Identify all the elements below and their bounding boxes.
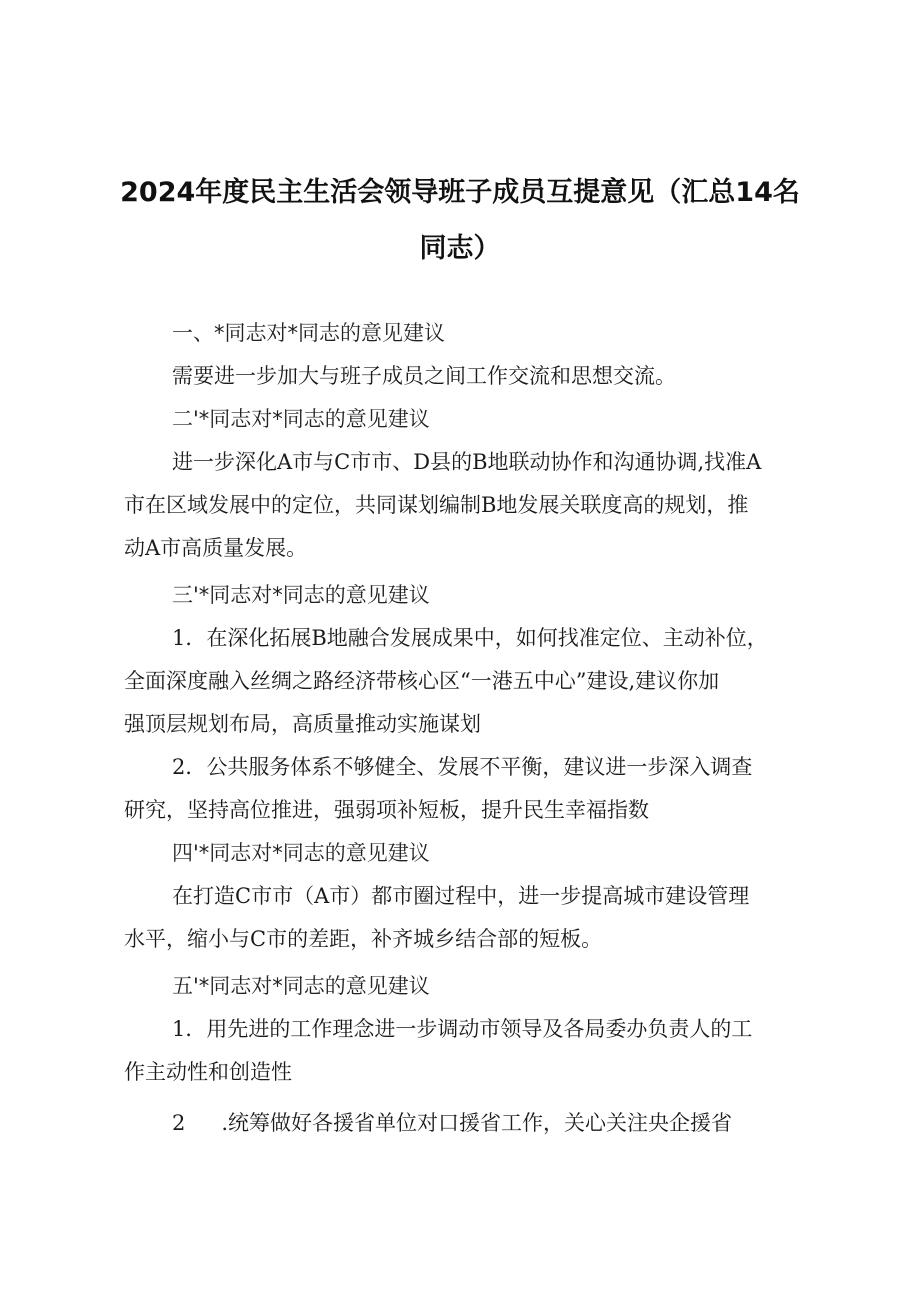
section-3-heading: 三'*同志对*同志的意见建议 <box>172 583 430 607</box>
section-3-item-1-line: 强顶层规划布局，高质量推动实施谋划 <box>124 712 481 736</box>
section-3-item-1-line: 全面深度融入丝绸之路经济带核心区“一港五中心”建设,建议你加 <box>124 669 720 693</box>
document-body <box>124 312 814 1145</box>
section-4-paragraph-line: 水平，缩小与C市的差距，补齐城乡结合部的短板。 <box>124 927 603 951</box>
section-1-heading: 一、*同志对*同志的意见建议 <box>172 321 445 345</box>
section-5-item-2-line <box>124 1102 814 1145</box>
section-3-item-2-line: 研究，坚持高位推进，强弱项补短板，提升民生幸福指数 <box>124 798 649 822</box>
section-2-paragraph-line: 动A市高质量发展。 <box>124 536 308 560</box>
section-5-item-2-number: 2 <box>172 1111 186 1135</box>
section-4-heading: 四'*同志对*同志的意见建议 <box>172 841 430 865</box>
section-5-item-1-line: 作主动性和创造性 <box>124 1060 292 1084</box>
section-2-paragraph-line: 进一步深化A市与C市市、D县的B地联动协作和沟通协调,找准A <box>172 450 762 474</box>
section-5-item-2-text: .统筹做好各援省单位对口援省工作，关心关注央企援省 <box>221 1111 733 1135</box>
section-2-paragraph-line: 市在区域发展中的定位，共同谋划编制B地发展关联度高的规划，推 <box>124 493 749 517</box>
section-1-paragraph: 需要进一步加大与班子成员之间工作交流和思想交流。 <box>172 364 676 388</box>
section-5-heading: 五'*同志对*同志的意见建议 <box>172 974 430 998</box>
section-5-item-1-line: 1．用先进的工作理念进一步调动市领导及各局委办负责人的工 <box>172 1017 753 1041</box>
section-2-heading: 二'*同志对*同志的意见建议 <box>172 407 430 431</box>
document-title-line2: 同志） <box>419 233 501 264</box>
section-4-paragraph-line: 在打造C市市（A市）都市圈过程中，进一步提高城市建设管理 <box>172 884 750 908</box>
section-3-item-1-line: 1．在深化拓展B地融合发展成果中，如何找准定位、主动补位， <box>172 626 768 650</box>
document-title-line1: 2024年度民主生活会领导班子成员互提意见（汇总14名 <box>120 177 800 208</box>
section-3-item-2-line: 2．公共服务体系不够健全、发展不平衡，建议进一步深入调查 <box>172 755 753 779</box>
